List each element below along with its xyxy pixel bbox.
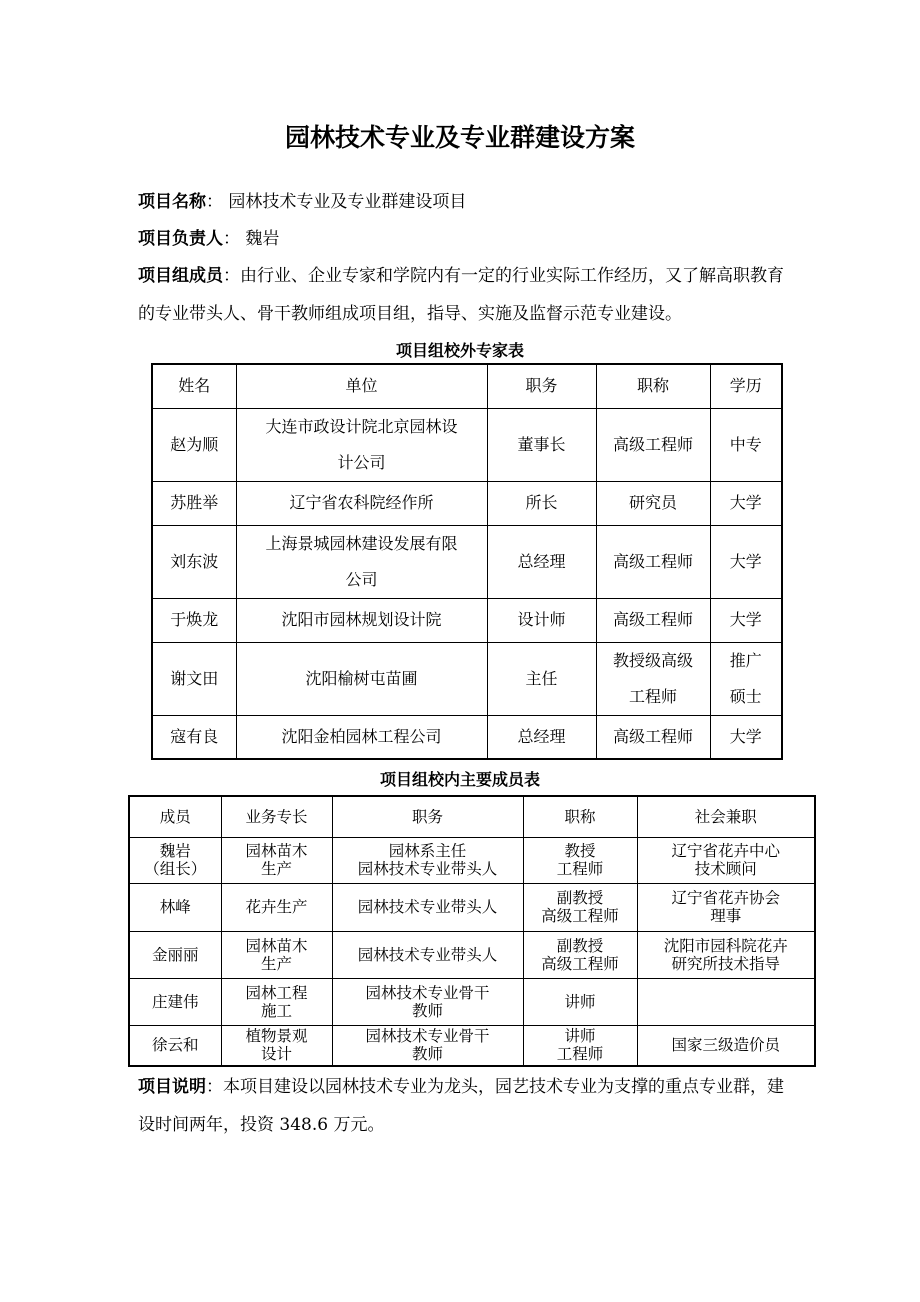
unit-cell: 沈阳市园林规划设计院 <box>236 598 487 642</box>
position-cell: 总经理 <box>487 525 596 598</box>
table-header-row <box>152 364 782 408</box>
expertise-cell: 园林苗木 生产 <box>221 931 332 978</box>
social-cell: 国家三级造价员 <box>637 1025 815 1066</box>
table-header-row <box>129 796 815 837</box>
header-cell: 职务 <box>487 364 596 408</box>
education-cell: 大学 <box>710 481 782 525</box>
header-cell: 社会兼职 <box>637 796 815 837</box>
project-name-field: 项目名称： 园林技术专业及专业群建设项目 <box>138 192 467 212</box>
unit-cell: 辽宁省农科院经作所 <box>236 481 487 525</box>
education-cell: 大学 <box>710 715 782 759</box>
unit-cell: 沈阳榆树屯苗圃 <box>236 642 487 715</box>
social-cell <box>637 978 815 1025</box>
project-name-label: 项目名称 <box>138 192 206 212</box>
internal-members-table <box>128 795 816 1067</box>
header-cell: 单位 <box>236 364 487 408</box>
title-cell: 副教授 高级工程师 <box>523 931 637 978</box>
expertise-cell: 植物景观 设计 <box>221 1025 332 1066</box>
header-cell: 职务 <box>332 796 523 837</box>
title-cell: 讲师 工程师 <box>523 1025 637 1066</box>
title-cell: 高级工程师 <box>596 715 710 759</box>
external-experts-table <box>151 363 783 760</box>
position-cell: 所长 <box>487 481 596 525</box>
social-cell: 辽宁省花卉中心 技术顾问 <box>637 837 815 883</box>
header-cell: 职称 <box>596 364 710 408</box>
project-note-paragraph: 项目说明：本项目建设以园林技术专业为龙头，园艺技术专业为支撑的重点专业群，建设时间两年，投资 348.6 万元。 <box>138 1077 784 1135</box>
position-cell: 董事长 <box>487 408 596 481</box>
table-row <box>152 525 782 598</box>
project-members-value: 由行业、企业专家和学院内有一定的行业实际工作经历，又了解高职教育的专业带头人、骨干教师组成项目组，指导、实施及监督示范专业建设。 <box>138 266 784 324</box>
member-cell: 金丽丽 <box>129 931 221 978</box>
duty-cell: 园林技术专业骨干 教师 <box>332 1025 523 1066</box>
member-cell: 林峰 <box>129 883 221 931</box>
table-row <box>152 598 782 642</box>
unit-cell: 上海景城园林建设发展有限 公司 <box>236 525 487 598</box>
page-title: 园林技术专业及专业群建设方案 <box>284 123 635 152</box>
title-cell: 副教授 高级工程师 <box>523 883 637 931</box>
position-cell: 主任 <box>487 642 596 715</box>
name-cell: 于焕龙 <box>152 598 236 642</box>
project-lead-field: 项目负责人： 魏岩 <box>138 229 280 249</box>
expertise-cell: 园林苗木 生产 <box>221 837 332 883</box>
project-lead-value: 魏岩 <box>245 229 280 249</box>
duty-cell: 园林技术专业带头人 <box>332 931 523 978</box>
name-cell: 刘东波 <box>152 525 236 598</box>
header-cell: 学历 <box>710 364 782 408</box>
project-note-value: 本项目建设以园林技术专业为龙头，园艺技术专业为支撑的重点专业群，建设时间两年，投资 348.6 万元。 <box>138 1077 784 1135</box>
title-cell: 教授级高级 工程师 <box>596 642 710 715</box>
unit-cell: 大连市政设计院北京园林设 计公司 <box>236 408 487 481</box>
header-cell: 姓名 <box>152 364 236 408</box>
member-cell: 徐云和 <box>129 1025 221 1066</box>
education-cell: 推广 硕士 <box>710 642 782 715</box>
duty-cell: 园林技术专业带头人 <box>332 883 523 931</box>
position-cell: 总经理 <box>487 715 596 759</box>
title-cell: 教授 工程师 <box>523 837 637 883</box>
table-row <box>152 481 782 525</box>
social-cell: 辽宁省花卉协会 理事 <box>637 883 815 931</box>
table-row <box>129 931 815 978</box>
table-row <box>129 978 815 1025</box>
title-cell: 研究员 <box>596 481 710 525</box>
internal-table-caption: 项目组校内主要成员表 <box>379 770 540 789</box>
title-cell: 高级工程师 <box>596 525 710 598</box>
table-row <box>152 642 782 715</box>
name-cell: 苏胜举 <box>152 481 236 525</box>
education-cell: 大学 <box>710 598 782 642</box>
table-row <box>152 408 782 481</box>
position-cell: 设计师 <box>487 598 596 642</box>
member-cell: 魏岩 （组长） <box>129 837 221 883</box>
member-cell: 庄建伟 <box>129 978 221 1025</box>
project-note-label: 项目说明 <box>138 1077 206 1097</box>
project-members-paragraph: 项目组成员：由行业、企业专家和学院内有一定的行业实际工作经历，又了解高职教育的专业带头人、骨干教师组成项目组，指导、实施及监督示范专业建设。 <box>138 266 784 324</box>
external-table-caption: 项目组校外专家表 <box>395 341 524 360</box>
table-row <box>129 883 815 931</box>
expertise-cell: 园林工程 施工 <box>221 978 332 1025</box>
duty-cell: 园林技术专业骨干 教师 <box>332 978 523 1025</box>
table-row <box>152 715 782 759</box>
social-cell: 沈阳市园科院花卉 研究所技术指导 <box>637 931 815 978</box>
project-lead-label: 项目负责人 <box>138 229 223 249</box>
header-cell: 职称 <box>523 796 637 837</box>
header-cell: 业务专长 <box>221 796 332 837</box>
expertise-cell: 花卉生产 <box>221 883 332 931</box>
table-row <box>129 837 815 883</box>
title-cell: 讲师 <box>523 978 637 1025</box>
education-cell: 中专 <box>710 408 782 481</box>
title-cell: 高级工程师 <box>596 598 710 642</box>
name-cell: 寇有良 <box>152 715 236 759</box>
project-members-label: 项目组成员 <box>138 266 223 286</box>
name-cell: 谢文田 <box>152 642 236 715</box>
duty-cell: 园林系主任 园林技术专业带头人 <box>332 837 523 883</box>
unit-cell: 沈阳金柏园林工程公司 <box>236 715 487 759</box>
project-name-value: 园林技术专业及专业群建设项目 <box>228 192 467 212</box>
education-cell: 大学 <box>710 525 782 598</box>
title-cell: 高级工程师 <box>596 408 710 481</box>
name-cell: 赵为顺 <box>152 408 236 481</box>
header-cell: 成员 <box>129 796 221 837</box>
table-row <box>129 1025 815 1066</box>
